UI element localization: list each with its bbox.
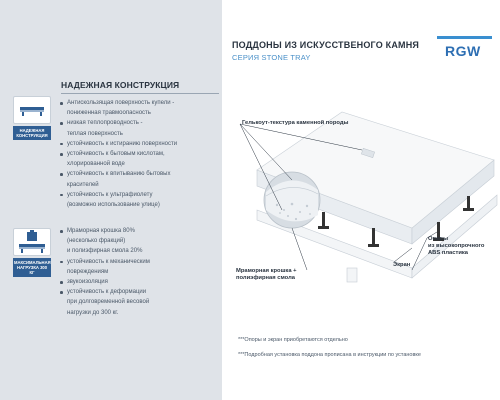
footnote-1: ***Опоры и экран приобретаются отдельно [238,337,348,343]
badge-caption: НАДЕЖНАЯ КОНСТРУКЦИЯ [13,126,51,140]
list-item: звукоизоляция [60,277,222,287]
list-item: устойчивость к бытовым кислотам, [60,149,222,159]
list-item: устойчивость к истиранию поверхности [60,139,222,149]
shelf-icon [13,96,51,124]
supports-label-line: Опоры [428,236,449,242]
list-item: (несколько фракций) [67,238,126,245]
supports-label-line: ABS пластика [428,250,469,256]
construction-badge [13,96,51,140]
brand-logo: RGW [445,43,481,59]
list-item: устойчивость к деформации [60,287,222,297]
supports-label [428,236,484,257]
list-item: устойчивость к ультрафиолету [60,190,222,200]
load-badge [13,228,51,277]
divider [61,93,219,94]
list-item: пониженная травмоопасность [67,110,151,117]
features-list-bottom [60,226,222,318]
page-title: ПОДДОНЫ ИЗ ИСКУССТВЕНОГО КАМНЯ [232,40,420,50]
list-item: при долговременной весовой [67,299,150,306]
section-title: НАДЕЖНАЯ КОНСТРУКЦИЯ [61,80,180,90]
weight-icon [13,228,51,256]
marble-label [236,268,297,282]
list-item: Антискользящая поверхность купели - [60,98,222,108]
marble-label-line: Мраморная крошка + [236,268,297,274]
list-item: теплая поверхность [67,130,123,137]
footnote-2: ***Подробная установка поддона прописана в инструкции по установке [238,352,421,358]
supports-label-line: из высокопрочного [428,243,485,249]
list-item: (возможно использование улице) [67,202,160,209]
badge-caption: МАКСИМАЛЬНАЯ НАГРУЗКА 300 КГ [14,260,51,275]
features-list-top [60,98,222,210]
gelcoat-label: Гелькоут-текстура каменной породы [242,120,349,126]
marble-label-line: полиэфирная смола [236,275,295,281]
list-item: низкая теплопроводность - [60,118,222,128]
page-subtitle: СЕРИЯ STONE TRAY [232,53,311,62]
list-item: устойчивость к впитыванию бытовых [60,169,222,179]
list-item: Мраморная крошка 80% [60,226,222,236]
list-item: нагрузки до 300 кг. [67,309,119,316]
list-item: хлорированной воде [67,161,125,168]
list-item: устойчивость к механическим [60,257,222,267]
list-item: красителей [67,181,99,188]
screen-label: Экран [393,262,411,268]
list-item: повреждениям [67,268,109,275]
list-item: и полиэфирная смола 20% [67,248,143,255]
